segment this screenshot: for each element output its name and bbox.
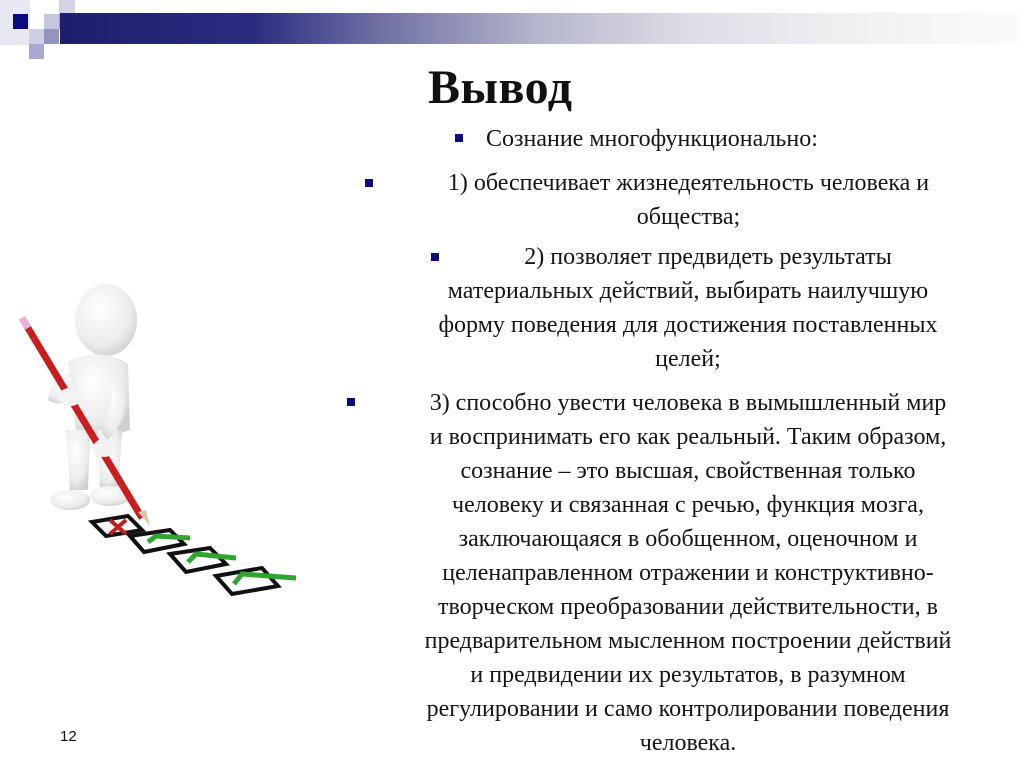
- deco-square: [44, 29, 59, 44]
- header-gradient-bar: [60, 13, 1020, 44]
- bullet-line: целенаправленном отражении и конструктивно-: [442, 560, 934, 586]
- bullet-item-2: [396, 166, 981, 234]
- bullet-line: человека.: [639, 730, 737, 756]
- deco-square: [29, 44, 44, 59]
- bullet-line: 2) позволяет предвидеть результаты: [524, 244, 892, 270]
- deco-square: [29, 29, 44, 44]
- bullet-item-3: [378, 240, 998, 376]
- bullet-line: творческом преобразовании действительности, в: [438, 594, 938, 620]
- slide-title: Вывод: [428, 61, 573, 114]
- bullet-marker: [347, 398, 355, 406]
- page-number: 12: [60, 728, 77, 745]
- bullet-line: человеку и связанная с речью, функция мозга,: [452, 492, 924, 518]
- bullet-line: общества;: [636, 204, 741, 230]
- bullet-line: сознание – это высшая, свойственная только: [460, 458, 916, 484]
- bullet-line: 1) обеспечивает жизнедеятельность человека и: [447, 170, 930, 196]
- bullet-marker: [455, 134, 463, 142]
- bullet-line: Сознание многофункционально:: [486, 126, 818, 152]
- bullet-line: и предвидении их результатов, в разумном: [470, 662, 906, 688]
- deco-square: [13, 14, 28, 29]
- bullet-line: и воспринимать его как реальный. Таким образом,: [429, 424, 947, 450]
- bullet-line: заключающаяся в обобщенном, оценочном и: [458, 526, 918, 552]
- person-with-pencil-checklist-icon: [10, 280, 320, 600]
- bullet-line: форму поведения для достижения поставленных: [438, 312, 938, 338]
- bullet-line: 3) способно увести человека в вымышленный мир: [429, 390, 947, 416]
- bullet-line: регулировании и само контролировании поведения: [426, 696, 950, 722]
- bullet-marker: [365, 179, 373, 187]
- deco-square: [44, 14, 59, 29]
- deco-square: [59, 0, 75, 14]
- bullet-line: целей;: [655, 346, 721, 372]
- bullet-item-1: [486, 122, 818, 156]
- bullet-item-4: [372, 386, 1004, 760]
- bullet-line: предварительном мысленном построении действий: [424, 628, 952, 654]
- bullet-line: материальных действий, выбирать наилучшую: [447, 278, 929, 304]
